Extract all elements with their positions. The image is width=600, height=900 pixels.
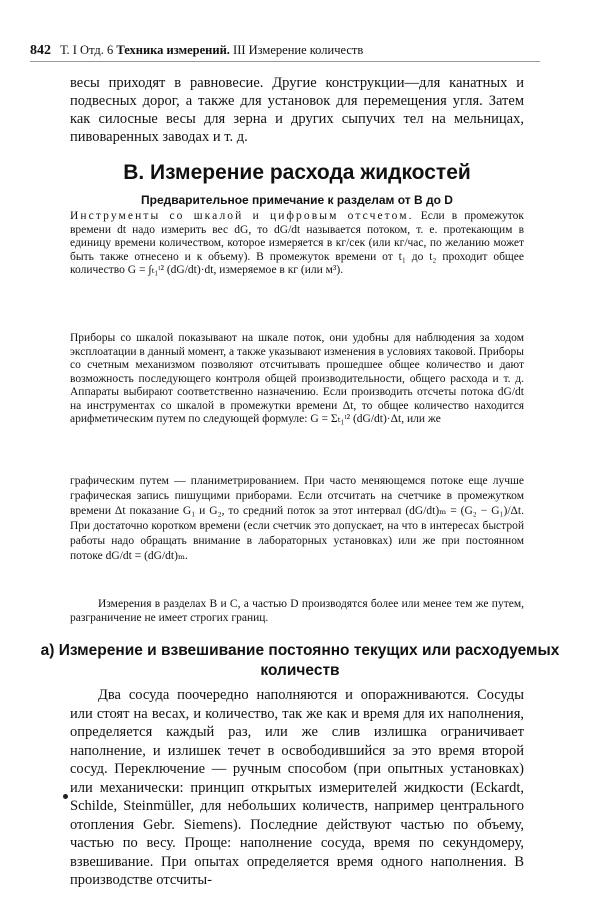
running-header (30, 41, 540, 62)
section-heading: B. Измерение расхода жидкостей (123, 161, 471, 184)
page-number: 842 (30, 43, 51, 58)
note-paragraph: Измерения в разделах B и C, а частью D производятся более или менее тем же путем, разграничение не имеет строгих границ. (70, 598, 524, 624)
instruments-text: Если в промежуток времени dt надо измерить вес dG, то dG/dt называется потоком, т. е. протекающим в единицу времени количеством, которое измеряется в кг/сек (или кг/час, по желанию может быть также отнесено и к объему). В промежуток времени от t₁ до t₂ проходит общее количество G = ∫ₜ₁ᵗ² (dG/dt)·dt, измеряемое в кг (или м³). (70, 210, 524, 276)
section-title: Техника измерений. (116, 43, 230, 57)
devices-paragraph: Приборы со шкалой показывают на шкале поток, они удобны для наблюдения за ходом эксплоатации в данный момент, а также указывают изменения в условиях таковой. Приборы со счетным механизмом позволяют отсчитывать прошедшее общее количество и дают возможность последующего контроля общей производительности, общего расхода и т. д. Аппараты выбирают соответственно назначению. Если производить отсчеты потока dG/dt на инструментах со шкалой в промежутки времени Δt, то общее количество находится арифметическим путем по следующей формуле: G = Σₜ₁ᵗ² (dG/dt)·Δt, или же (70, 332, 524, 425)
margin-mark (63, 794, 68, 799)
instruments-lead: Инструменты со шкалой и цифровым отсчетом. (70, 210, 414, 222)
section-subheading: Предварительное примечание к разделам от B до D (141, 193, 453, 207)
section-ref: Т. I Отд. 6 (60, 43, 114, 57)
chapter-ref: III Измерение количеств (233, 43, 364, 57)
intro-paragraph: весы приходят в равновесие. Другие конструкции—для канатных и подвесных дорог, а также для установок для перемещения угля. Затем как силосные весы для зерна и других сыпучих тел на мельницах, пивоваренных заводах и т. д. (70, 75, 524, 145)
graphic-method-paragraph: графическим путем — планиметрированием. При часто меняющемся потоке еще лучше графическая запись пишущими приборами. Если отсчитать на счетчике в промежутком времени Δt показание G₁ и G₂, то средний поток за этот интервал (dG/dt)ₘ = (G₂ − G₁)/Δt. При достаточно коротком времени (если счетчик это допускает, на что в интересах быстрой работы надо обращать внимание в лабораторных установках) или же при постоянном потоке dG/dt = (dG/dt)ₘ. (70, 475, 524, 562)
instruments-paragraph (70, 210, 524, 278)
vessels-paragraph: Два сосуда поочередно наполняются и опоражниваются. Сосуды или стоят на весах, и количество, так же как и время для их наполнения, определяется каждый раз, или же слив излишка ограничивает наполнение, и излишек течет в освободившийся за это время второй сосуд. Переключение — ручным способом (при опытных установках) или механически: принцип открытых измерителей жидкости (Eckardt, Schilde, Steinmüller, для небольших количеств, например центрального отопления Gebr. Siemens). Последние действуют частью по объему, частью по весу. Проще: наполнение сосуда, время по секундомеру, взвешивание. При опытах определяется время одного наполнения. В производстве отсчиты- (70, 687, 524, 888)
subsection-heading: а) Измерение и взвешивание постоянно текущих или расходуемых количеств (40, 642, 560, 679)
